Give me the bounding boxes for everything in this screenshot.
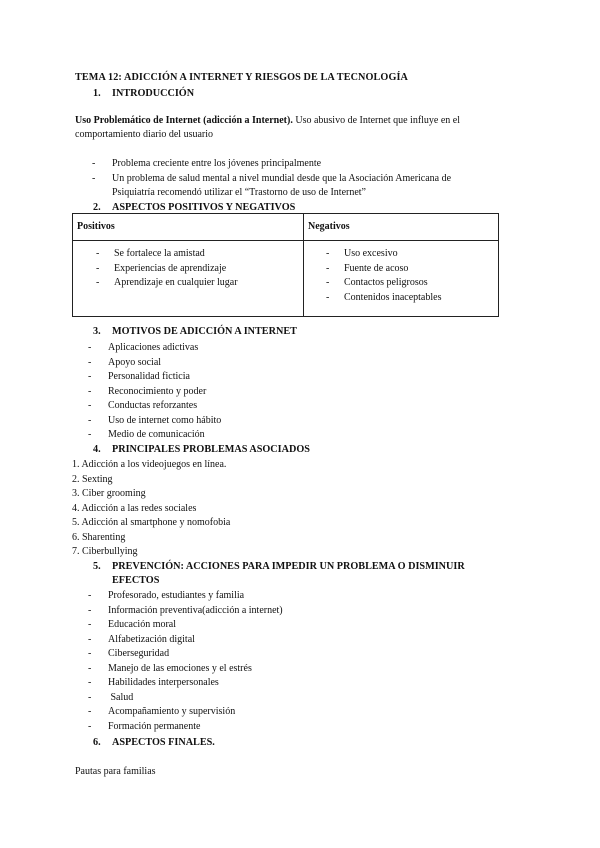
list-item: - Información preventiva(adicción a internet) <box>88 604 283 616</box>
list-item: - Experiencias de aprendizaje <box>96 262 227 274</box>
list-item: - Ciberseguridad <box>88 648 170 659</box>
list-item: - Uso de internet como hábito <box>88 414 222 426</box>
list-item: - Aprendizaje en cualquier lugar <box>96 277 238 288</box>
negative-header: Negativos <box>304 214 499 241</box>
positive-list <box>73 247 303 291</box>
list-item: 1. Adicción a los videojuegos en línea. <box>72 459 227 470</box>
intro-definition-line1: Uso Problemático de Internet (adicción a Internet). Uso abusivo de Internet que influye en el <box>75 115 461 126</box>
list-item: - Se fortalece la amistad <box>96 248 205 259</box>
list-item: 4. Adicción a las redes sociales <box>72 502 197 514</box>
list-item: - Profesorado, estudiantes y familia <box>88 590 245 601</box>
final-paragraph: Pautas para familias <box>75 766 156 777</box>
intro-bullet: - Problema creciente entre los jóvenes principalmente <box>92 158 322 169</box>
list-item: 2. Sexting <box>72 473 113 485</box>
section-5-heading: 5. PREVENCIÓN: ACCIONES PARA IMPEDIR UN PROBLEMA O DISMINUIR <box>93 561 465 572</box>
section-2-heading: 2. ASPECTOS POSITIVOS Y NEGATIVOS <box>93 202 296 213</box>
intro-bullet-continuation: Psiquiatría recomendó utilizar el “Trastorno de uso de Internet” <box>112 187 366 198</box>
list-item: - Manejo de las emociones y el estrés <box>88 662 252 674</box>
document-title: TEMA 12: ADICCIÓN A INTERNET Y RIESGOS DE LA TECNOLOGÍA <box>75 72 408 83</box>
definition-term: Uso Problemático de Internet (adicción a Internet). <box>75 115 293 126</box>
section-6-heading: 6. ASPECTOS FINALES. <box>93 737 215 748</box>
negative-cell <box>304 241 499 317</box>
list-item: - Habilidades interpersonales <box>88 677 219 688</box>
section-3-heading: 3. MOTIVOS DE ADICCIÓN A INTERNET <box>93 326 297 337</box>
positive-cell <box>73 241 304 317</box>
list-item: - Educación moral <box>88 619 177 630</box>
positive-header: Positivos <box>73 214 304 241</box>
intro-definition-line2: comportamiento diario del usuario <box>75 129 214 140</box>
list-item: 5. Adicción al smartphone y nomofobia <box>72 517 231 528</box>
list-item: 3. Ciber grooming <box>72 488 146 499</box>
list-item: 7. Ciberbullying <box>72 546 138 557</box>
list-item: - Personalidad ficticia <box>88 371 190 382</box>
list-item: - Reconocimiento y poder <box>88 385 207 397</box>
list-item: - Alfabetización digital <box>88 633 195 645</box>
list-item: - Contenidos inaceptables <box>326 291 442 303</box>
list-item: - Apoyo social <box>88 356 162 368</box>
list-item: - Uso excesivo <box>326 248 398 259</box>
pros-cons-table <box>72 213 499 317</box>
section-4-heading: 4. PRINCIPALES PROBLEMAS ASOCIADOS <box>93 444 310 455</box>
intro-bullet: - Un problema de salud mental a nivel mundial desde que la Asociación Americana de <box>92 173 452 184</box>
section-5-heading-continuation: EFECTOS <box>112 575 160 586</box>
negative-list <box>304 247 498 305</box>
list-item: - Acompañamiento y supervisión <box>88 706 236 717</box>
list-item: - Conductas reforzantes <box>88 400 198 411</box>
list-item: - Aplicaciones adictivas <box>88 342 199 353</box>
list-item: 6. Sharenting <box>72 531 126 543</box>
section-1-heading: 1. INTRODUCCIÓN <box>93 88 195 99</box>
list-item: - Formación permanente <box>88 720 201 732</box>
list-item: - Medio de comunicación <box>88 429 205 440</box>
list-item: - Contactos peligrosos <box>326 277 428 288</box>
list-item: - Fuente de acoso <box>326 262 409 274</box>
list-item: - Salud <box>88 691 134 703</box>
